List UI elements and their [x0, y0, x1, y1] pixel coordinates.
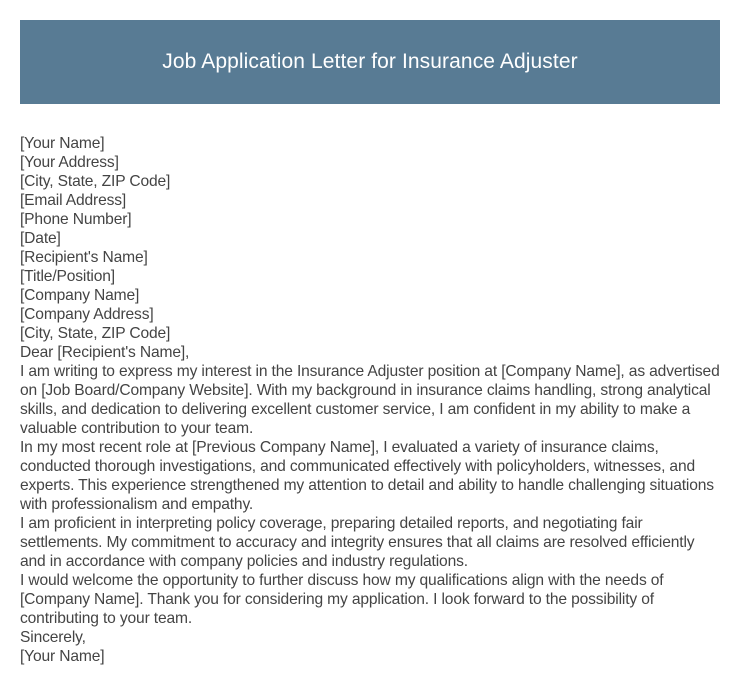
header-banner — [20, 20, 720, 104]
paragraph-experience: In my most recent role at [Previous Company Name], I evaluated a variety of insurance claims, conducted thorough investigations, and communicated effectively with policyholders, witnesses, and experts. This experience strengthened my attention to detail and ability to handle challenging situations with professionalism and empathy. — [20, 439, 714, 513]
sender-city-state-zip: [City, State, ZIP Code] — [20, 173, 171, 190]
recipient-city-state-zip: [City, State, ZIP Code] — [20, 325, 171, 342]
recipient-company: [Company Name] — [20, 287, 140, 304]
paragraph-closing: I would welcome the opportunity to further discuss how my qualifications align with the needs of [Company Name]. Thank you for considering my application. I look forward to the possibility of contributing to your team. — [20, 572, 664, 627]
closing: Sincerely, — [20, 629, 86, 646]
recipient-title: [Title/Position] — [20, 268, 115, 285]
signature: [Your Name] — [20, 648, 105, 665]
paragraph-intro: I am writing to express my interest in the Insurance Adjuster position at [Company Name], as advertised on [Job Board/Company Website]. With my background in insurance claims handling, strong analytical skills, and dedication to delivering excellent customer service, I am confident in my ability to make a valuable contribution to your team. — [20, 363, 720, 437]
salutation: Dear [Recipient's Name], — [20, 344, 190, 361]
recipient-block — [20, 248, 720, 343]
recipient-name: [Recipient's Name] — [20, 249, 148, 266]
sender-name: [Your Name] — [20, 135, 105, 152]
sender-phone: [Phone Number] — [20, 211, 132, 228]
recipient-address: [Company Address] — [20, 306, 154, 323]
letter-body — [20, 134, 720, 666]
sender-email: [Email Address] — [20, 192, 127, 209]
page-title: Job Application Letter for Insurance Adjuster — [162, 50, 578, 73]
paragraph-skills: I am proficient in interpreting policy coverage, preparing detailed reports, and negotiating fair settlements. My commitment to accuracy and integrity ensures that all claims are resolved efficiently and in accordance with company policies and industry regulations. — [20, 515, 695, 570]
letter-date: [Date] — [20, 230, 61, 247]
sender-address: [Your Address] — [20, 154, 119, 171]
sender-block — [20, 134, 720, 248]
